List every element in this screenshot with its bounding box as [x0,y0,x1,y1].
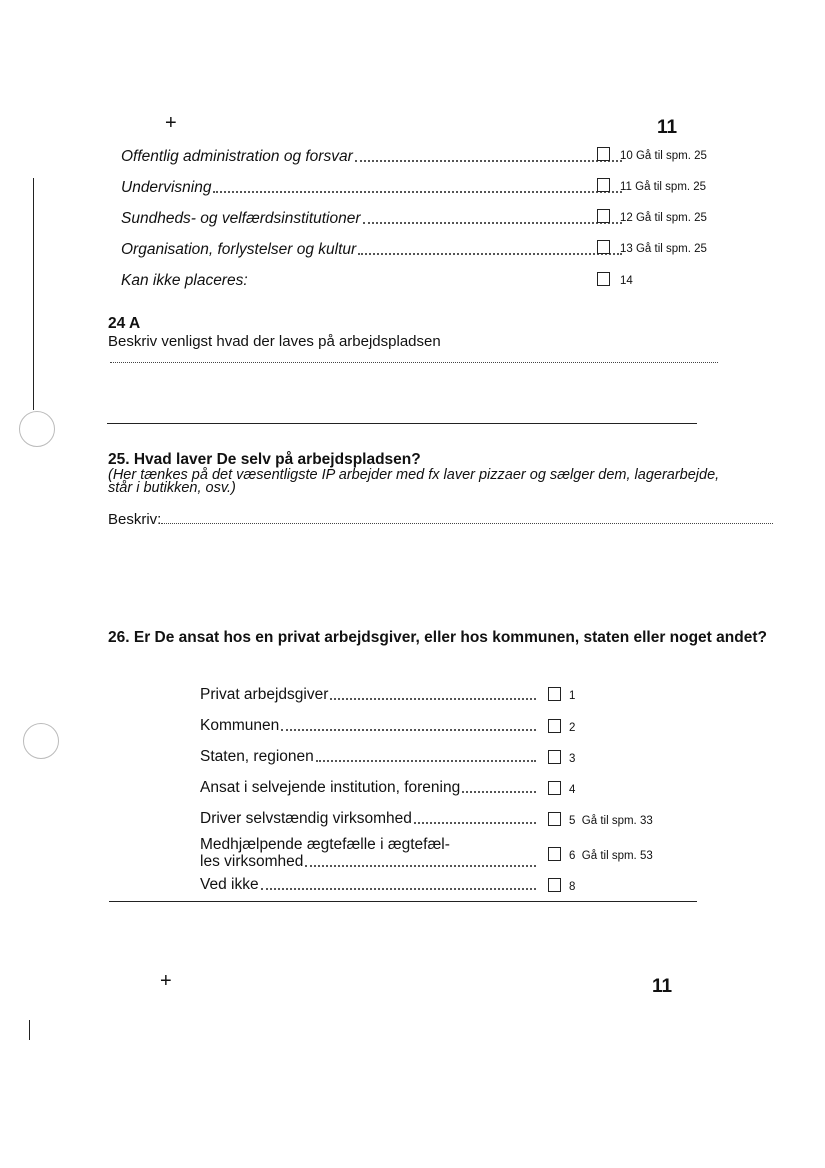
q26-option-label-multiline: Medhjælpende ægtefælle i ægtefæl- [200,836,450,853]
q26-option-row [200,810,540,828]
q24-checkbox-10[interactable] [597,147,610,161]
q26-option-row [200,686,540,704]
q25-note [108,469,719,495]
q26-checkbox-4[interactable] [548,781,561,795]
q26-option-row [200,779,540,797]
dot-leader [355,160,622,162]
q24-checkbox-11[interactable] [597,178,610,192]
q24-option-row [121,239,626,259]
q26-option-label: Staten, regionen [200,748,314,765]
q24-option-code: 13 Gå til spm. 25 [620,243,707,255]
q26-option-code: 4 [569,784,576,796]
q26-option-code [569,850,653,862]
scan-edge-line [33,178,34,410]
q24a-text: Beskriv venligst hvad der laves på arbejdspladsen [108,333,441,350]
q24-checkbox-14[interactable] [597,272,610,286]
q25-describe-label: Beskriv: [108,511,162,528]
q25-title: 25. Hvad laver De selv på arbejdspladsen? [108,451,421,468]
q26-checkbox-1[interactable] [548,687,561,701]
q26-option-row [200,876,540,894]
q24a-answer-line[interactable] [110,362,718,363]
q26-code-number: 5 [569,815,576,827]
q26-checkbox-3[interactable] [548,750,561,764]
q26-option-label: les virksomhed [200,853,304,870]
q26-checkbox-8[interactable] [548,878,561,892]
dot-leader [363,222,622,224]
q24-checkbox-13[interactable] [597,240,610,254]
q24-option-row [121,208,626,228]
q24-option-label: Kan ikke placeres: [121,272,248,289]
dot-leader [330,698,536,700]
punch-hole [23,723,59,759]
q26-skip-instruction: Gå til spm. 53 [581,850,653,862]
section-divider [107,423,697,424]
scan-edge-line [29,1020,30,1040]
q24-option-code: 12 Gå til spm. 25 [620,212,707,224]
q24a-number: 24 A [108,315,141,332]
q26-option-code: 8 [569,881,576,893]
q24-option-label: Offentlig administration og forsvar [121,148,353,165]
q25-answer-line[interactable] [161,523,773,524]
q26-title: 26. Er De ansat hos en privat arbejdsgiver, eller hos kommunen, staten eller noget andet? [108,629,767,646]
q26-option-label: Ved ikke [200,876,259,893]
dot-leader [316,760,536,762]
q26-code-number: 6 [569,850,576,862]
q24-option-label: Organisation, forlystelser og kultur [121,241,357,258]
q24-option-label: Undervisning [121,179,212,196]
dot-leader [281,729,536,731]
q24-option-label: Sundheds- og velfærdsinstitutioner [121,210,361,227]
dot-leader [358,253,622,255]
dot-leader [462,791,536,793]
section-divider [109,901,697,902]
q24-option-code: 10 Gå til spm. 25 [620,150,707,162]
q26-skip-instruction: Gå til spm. 33 [581,815,653,827]
q26-option-code [569,815,653,827]
q24-option-row [121,177,626,197]
q26-option-code: 2 [569,722,576,734]
dot-leader [305,865,536,867]
q26-checkbox-2[interactable] [548,719,561,733]
q24-option-code: 14 [620,275,633,287]
dot-leader [261,888,536,890]
q26-checkbox-5[interactable] [548,812,561,826]
q24-option-row [121,146,626,166]
dot-leader [213,191,622,193]
registration-mark-bottom: + [160,970,172,992]
registration-mark-top: + [165,112,177,134]
dot-leader [414,822,536,824]
page-number-top: 11 [657,117,678,138]
q24-checkbox-12[interactable] [597,209,610,223]
q25-describe-row [108,511,773,528]
q26-option-row [200,853,540,871]
q26-option-code: 3 [569,753,576,765]
q26-option-row [200,717,540,735]
page-number-bottom: 11 [652,976,673,997]
q26-option-label: Privat arbejdsgiver [200,686,329,703]
q24-option-code: 11 Gå til spm. 25 [620,181,707,193]
q25-note-line1: (Her tænkes på det væsentligste IP arbejder med fx laver pizzaer og sælger dem, lagerarbejde, [108,467,720,483]
q26-option-label: Ansat i selvejende institution, forening [200,779,461,796]
q26-checkbox-6[interactable] [548,847,561,861]
q26-option-row [200,748,540,766]
punch-hole [19,411,55,447]
q26-option-code: 1 [569,690,576,702]
q26-option-label: Driver selvstændig virksomhed [200,810,412,827]
q26-option-label: Kommunen [200,717,280,734]
q25-note-line2: står i butikken, osv.) [108,480,236,496]
